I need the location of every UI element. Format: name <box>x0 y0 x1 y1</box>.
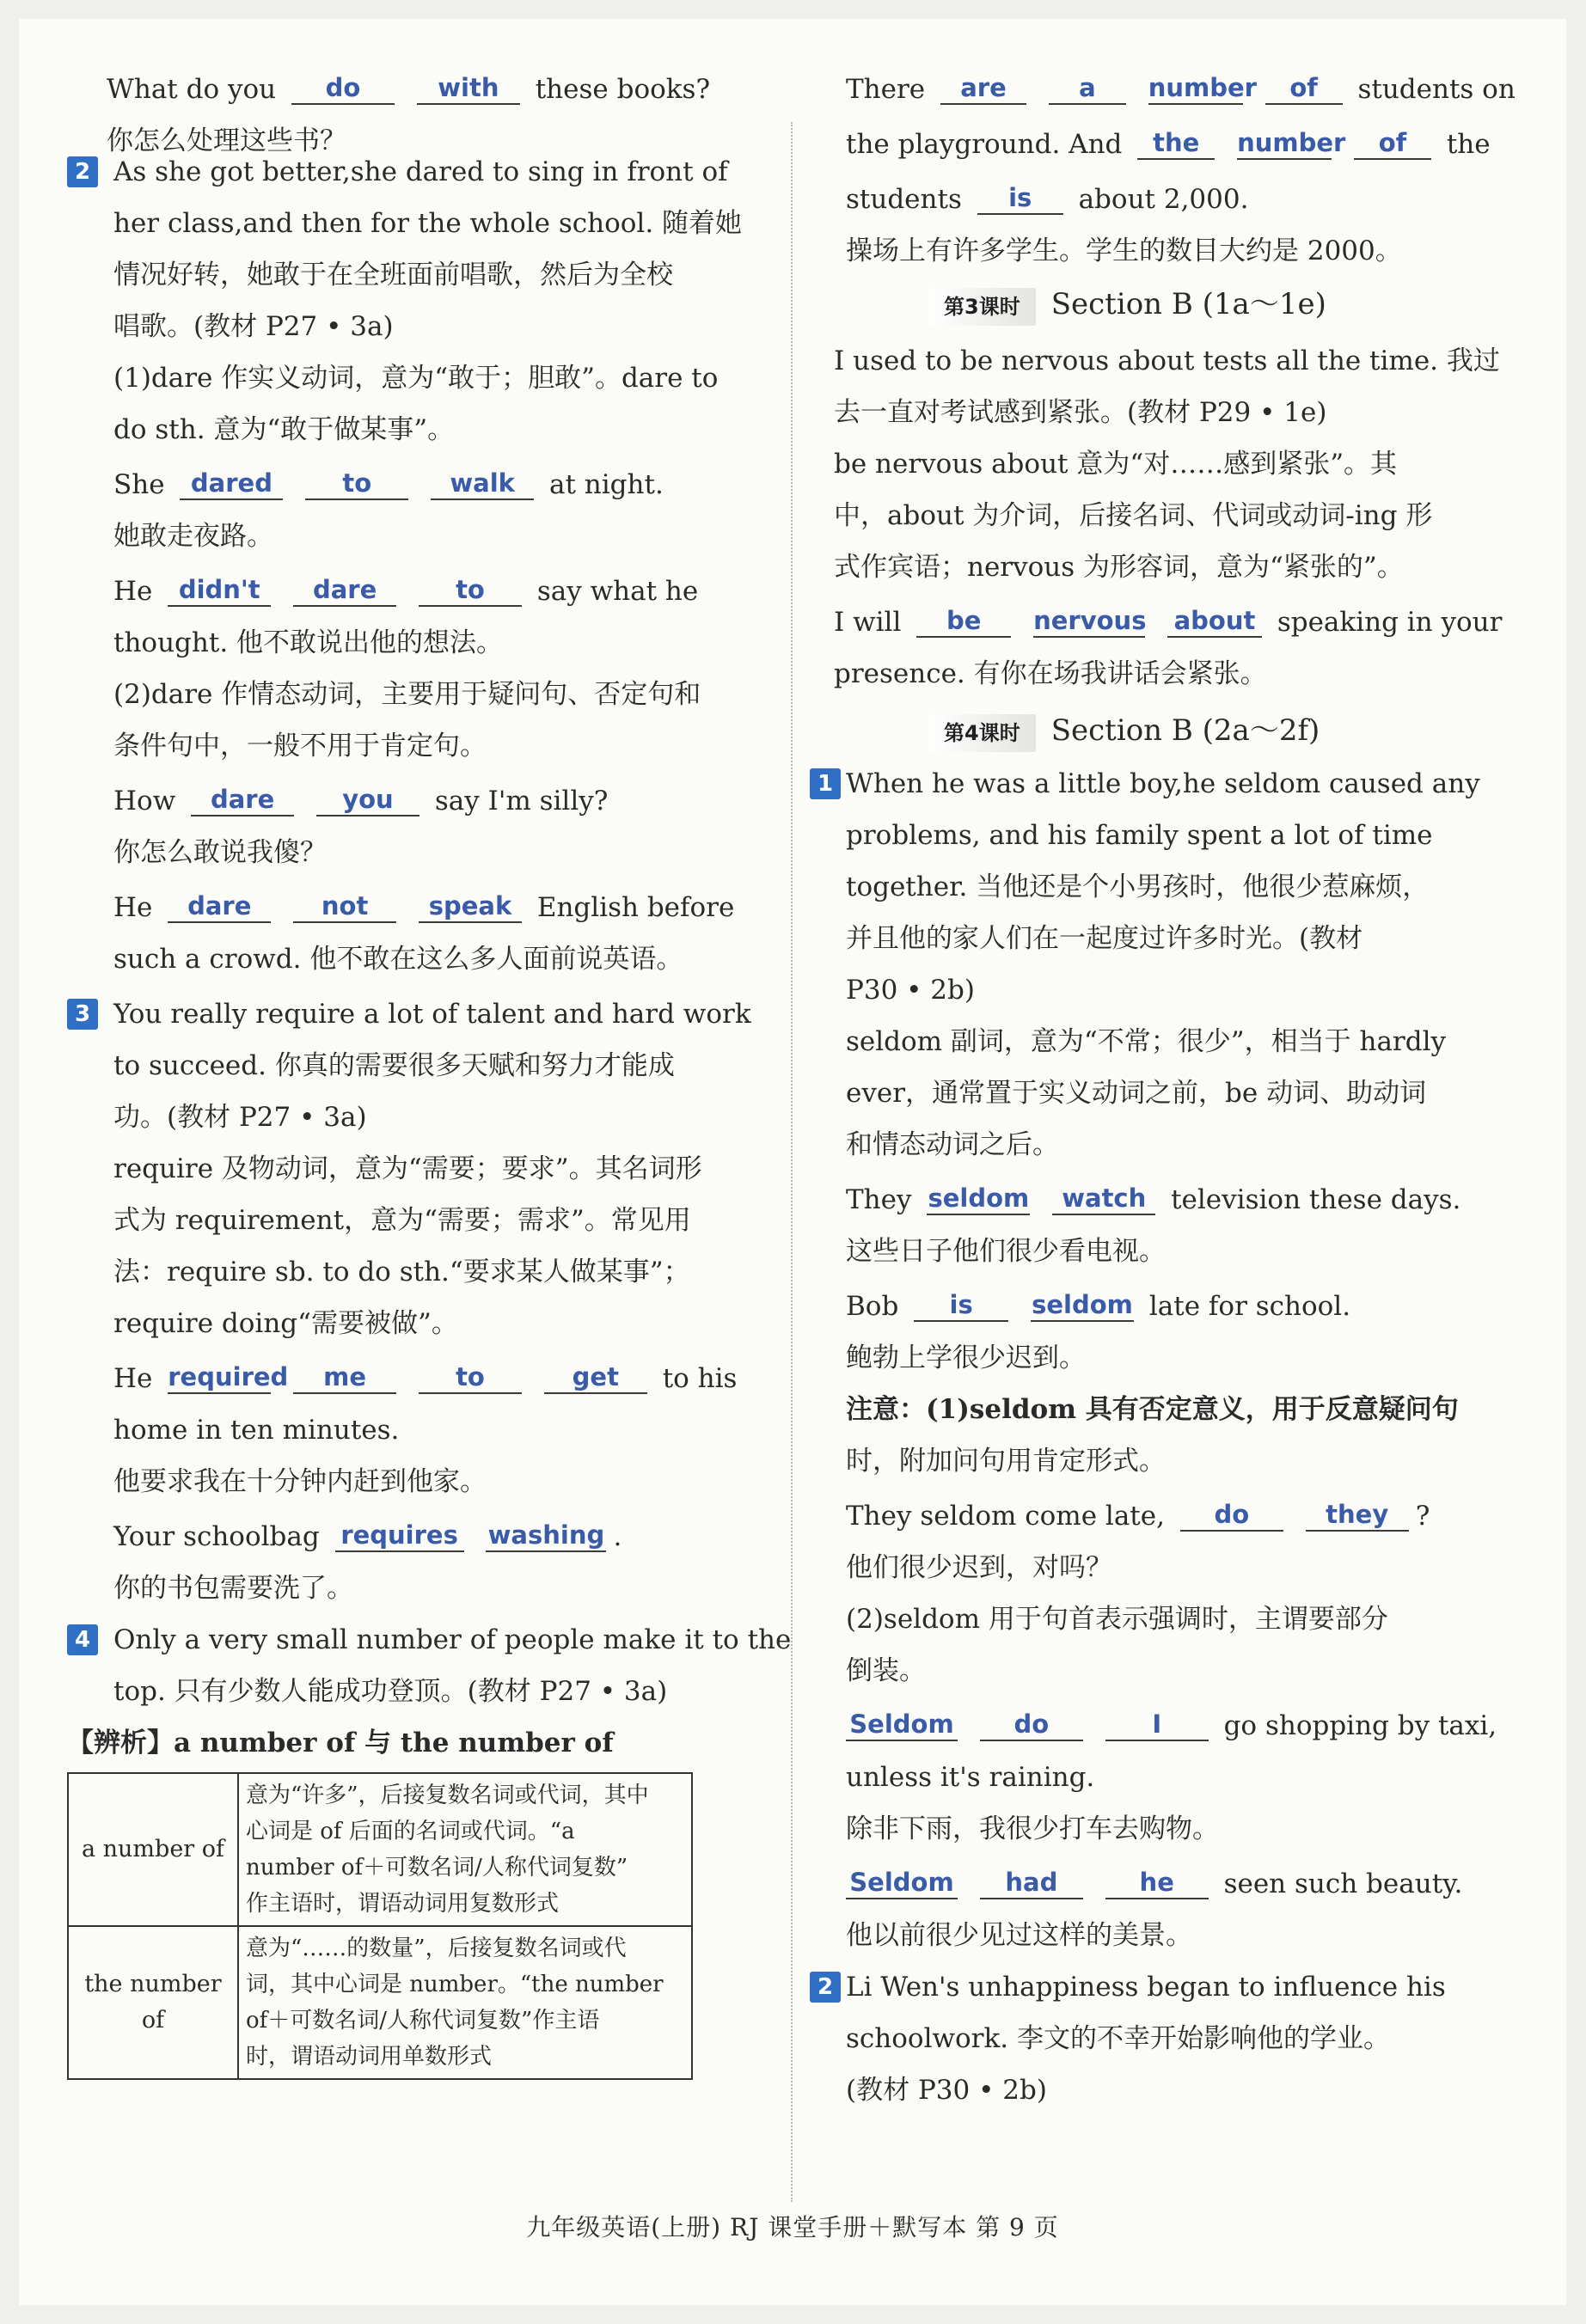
text: She <box>113 469 165 500</box>
answer-blank: seldom <box>1031 1289 1134 1322</box>
answer-blank: be <box>916 605 1011 638</box>
answer-blank: get <box>544 1361 647 1394</box>
sentence-line <box>846 1707 1497 1745</box>
answer-blank: walk <box>431 468 534 500</box>
answer-blank: of <box>1354 127 1431 160</box>
translation: 这些日子他们很少看电视。 <box>846 1236 1166 1267</box>
text: He <box>113 892 153 923</box>
answer-blank: watch <box>1052 1183 1155 1215</box>
answer-blank: speak <box>419 890 522 923</box>
sentence-line <box>846 1181 1460 1219</box>
text-line: 情况好转，她敢于在全班面前唱歌，然后为全校 <box>113 260 673 290</box>
table-row <box>68 1926 692 2079</box>
sentence-line <box>113 1360 737 1397</box>
text: say what he <box>536 576 699 607</box>
text: go shopping by taxi, <box>1223 1710 1497 1741</box>
sentence-line <box>107 70 710 108</box>
text: speaking in your <box>1277 607 1503 638</box>
text-line: (2)seldom 用于句首表示强调时，主谓要部分 <box>846 1604 1388 1635</box>
translation: such a crowd. 他不敢在这么多人面前说英语。 <box>113 944 683 975</box>
text-line: to succeed. 你真的需要很多天赋和努力才能成 <box>113 1050 675 1081</box>
table-value <box>238 1773 692 1926</box>
answer-blank: number <box>1237 127 1332 160</box>
table-key: a number of <box>68 1773 238 1926</box>
item-number: 2 <box>810 1972 841 2003</box>
text-line: unless it's raining. <box>846 1762 1095 1793</box>
text-line: (1)dare 作实义动词，意为“敢于；胆敢”。dare to <box>113 363 719 394</box>
text-line: 法：require sb. to do sth.“要求某人做某事”； <box>113 1257 690 1287</box>
answer-blank: not <box>293 890 396 923</box>
sentence-line <box>846 70 1516 108</box>
translation: 他们很少迟到，对吗？ <box>846 1552 1112 1583</box>
answer-blank: Seldom <box>846 1709 958 1741</box>
text-line: 时，附加问句用肯定形式。 <box>846 1446 1166 1477</box>
text-line: her class,and then for the whole school. 随着她 <box>113 208 743 239</box>
text-line: 去一直对考试感到紧张。(教材 P29 • 1e) <box>834 397 1327 428</box>
text: about 2,000. <box>1078 184 1249 215</box>
table-text: of＋可数名词/人称代词复数”作主语 <box>246 2008 600 2034</box>
text: these books? <box>535 74 711 105</box>
answer-blank: to <box>419 574 522 607</box>
sentence-line <box>834 603 1502 641</box>
translation: 你的书包需要洗了。 <box>113 1573 353 1604</box>
sentence-line <box>846 180 1248 218</box>
answer-blank: nervous <box>1033 605 1145 638</box>
text: ? <box>1415 1501 1430 1532</box>
text-line: be nervous about 意为“对……感到紧张”。其 <box>834 449 1398 480</box>
answer-blank: me <box>293 1361 396 1394</box>
text-line: 式作宾语；nervous 为形容词，意为“紧张的”。 <box>834 552 1404 583</box>
translation: 你怎么处理这些书？ <box>107 125 346 156</box>
text: He <box>113 1363 153 1394</box>
answer-blank: to <box>419 1361 522 1394</box>
answer-blank: dare <box>191 784 294 816</box>
translation: 他要求我在十分钟内赶到他家。 <box>113 1466 487 1497</box>
sentence-line <box>846 1497 1430 1535</box>
table-text: 心词是 of 后面的名词或代词。“a <box>246 1819 575 1844</box>
table-text: 意为“……的数量”，后接复数名词或代 <box>246 1936 627 1961</box>
table-text: 词，其中心词是 number。“the number <box>246 1972 664 1997</box>
analysis-heading: 【辨析】a number of 与 the number of <box>67 1728 614 1758</box>
text-line: I used to be nervous about tests all the time. 我过 <box>834 346 1500 376</box>
table-row <box>68 1773 692 1926</box>
text-line: do sth. 意为“敢于做某事”。 <box>113 414 455 445</box>
table-text: number of＋可数名词/人称代词复数” <box>246 1855 628 1881</box>
text-line: P30 • 2b) <box>846 975 975 1006</box>
section-heading <box>928 285 1326 326</box>
answer-blank: are <box>940 72 1026 105</box>
text-line: (2)dare 作情态动词，主要用于疑问句、否定句和 <box>113 679 701 710</box>
text-line: (教材 P30 • 2b) <box>846 2075 1047 2106</box>
text: seen such beauty. <box>1223 1868 1463 1899</box>
text-line: thought. 他不敢说出他的想法。 <box>113 627 504 658</box>
lesson-tag: 第4课时 <box>928 714 1036 752</box>
text: They <box>846 1184 912 1215</box>
item-number: 2 <box>67 156 98 187</box>
answer-blank: washing <box>486 1520 606 1552</box>
page <box>19 19 1566 2305</box>
answer-blank: do <box>1180 1499 1283 1532</box>
answer-blank: didn't <box>168 574 271 607</box>
text-line: problems, and his family spent a lot of time <box>846 820 1433 851</box>
sentence-line <box>846 1865 1462 1903</box>
text-line: 式为 requirement，意为“需要；需求”。常见用 <box>113 1205 691 1236</box>
translation: 你怎么敢说我傻？ <box>113 837 327 868</box>
text: What do you <box>107 74 277 105</box>
text: I will <box>834 607 902 638</box>
text-line: schoolwork. 李文的不幸开始影响他的学业。 <box>846 2023 1390 2054</box>
answer-blank: with <box>417 72 520 105</box>
translation: 他以前很少见过这样的美景。 <box>846 1920 1192 1951</box>
text-line: 唱歌。(教材 P27 • 3a) <box>113 311 394 342</box>
answer-blank: about <box>1167 605 1262 638</box>
answer-blank: is <box>914 1289 1008 1322</box>
translation: presence. 有你在场我讲话会紧张。 <box>834 658 1267 689</box>
answer-blank: dared <box>180 468 283 500</box>
sentence-line <box>113 782 608 820</box>
sentence-line <box>113 466 664 504</box>
answer-blank: dare <box>293 574 396 607</box>
answer-blank: had <box>980 1867 1083 1899</box>
answer-blank: requires <box>335 1520 464 1552</box>
sentence-line <box>846 1287 1350 1325</box>
note-line: 注意：(1)seldom 具有否定意义，用于反意疑问句 <box>846 1394 1459 1425</box>
translation: 她敢走夜路。 <box>113 521 273 552</box>
text: say I'm silly? <box>434 786 609 816</box>
item-number: 3 <box>67 999 98 1030</box>
text: at night. <box>549 469 664 500</box>
item-number: 4 <box>67 1624 98 1655</box>
text-line: together. 当他还是个小男孩时，他很少惹麻烦， <box>846 872 1430 902</box>
text-line: Li Wen's unhappiness began to influence his <box>846 1972 1446 2003</box>
text-line: require 及物动词，意为“需要；要求”。其名词形 <box>113 1153 702 1184</box>
section-title: Section B (2a～2f) <box>1050 713 1320 748</box>
table-value <box>238 1926 692 2079</box>
answer-blank: a <box>1049 72 1126 105</box>
text: students <box>846 184 962 215</box>
comparison-table <box>67 1772 693 2080</box>
table-text: 时，谓语动词用单数形式 <box>246 2044 493 2070</box>
table-text: 意为“许多”，后接复数名词或代词，其中 <box>246 1783 649 1808</box>
text: late for school. <box>1148 1291 1351 1322</box>
sentence-line <box>113 1518 622 1556</box>
translation: 鲍勃上学很少迟到。 <box>846 1342 1086 1373</box>
answer-blank: they <box>1306 1499 1409 1532</box>
text: the <box>1446 129 1491 160</box>
text-line: require doing“需要被做”。 <box>113 1308 458 1339</box>
text: Your schoolbag <box>113 1521 320 1552</box>
text-line: 和情态动词之后。 <box>846 1129 1059 1160</box>
sentence-line <box>113 889 734 927</box>
text: the playground. And <box>846 129 1123 160</box>
text-line: home in ten minutes. <box>113 1415 400 1446</box>
page-footer: 九年级英语(上册) RJ 课堂手册＋默写本 第 9 页 <box>526 2213 1059 2241</box>
answer-blank: of <box>1265 72 1343 105</box>
table-key: the number of <box>68 1926 238 2079</box>
text: How <box>113 786 176 816</box>
section-title: Section B (1a～1e) <box>1050 287 1326 321</box>
text-line: ever，通常置于实义动词之前，be 动词、助动词 <box>846 1078 1427 1109</box>
text-line: 条件句中，一般不用于肯定句。 <box>113 731 487 761</box>
answer-blank: the <box>1137 127 1215 160</box>
text-line: Only a very small number of people make it to the <box>113 1624 792 1655</box>
answer-blank: number <box>1148 72 1243 105</box>
text: to his <box>662 1363 738 1394</box>
section-heading <box>928 712 1320 752</box>
text-line: 倒装。 <box>846 1655 926 1686</box>
text: English before <box>536 892 735 923</box>
text: students on <box>1357 74 1516 105</box>
text-line: 功。(教材 P27 • 3a) <box>113 1102 367 1133</box>
text-line: When he was a little boy,he seldom caused any <box>846 768 1480 799</box>
answer-blank: is <box>977 182 1063 215</box>
lesson-tag: 第3课时 <box>928 288 1036 326</box>
column-divider <box>791 122 793 2202</box>
table-text: 作主语时，谓语动词用复数形式 <box>246 1891 560 1917</box>
text: He <box>113 576 153 607</box>
text-line: 中，about 为介词，后接名词、代词或动词-ing 形 <box>834 500 1433 531</box>
text: They seldom come late, <box>846 1501 1165 1532</box>
text-line: As she got better,she dared to sing in front of <box>113 156 728 187</box>
sentence-line <box>846 125 1491 163</box>
answer-blank: required <box>168 1361 271 1394</box>
text-line: You really require a lot of talent and hard work <box>113 999 751 1030</box>
text-line: top. 只有少数人能成功登顶。(教材 P27 • 3a) <box>113 1676 668 1707</box>
item-number: 1 <box>810 768 841 799</box>
translation: 操场上有许多学生。学生的数目大约是 2000。 <box>846 235 1402 266</box>
answer-blank: he <box>1105 1867 1209 1899</box>
text: . <box>613 1521 622 1552</box>
answer-blank: Seldom <box>846 1867 958 1899</box>
text-line: seldom 副词，意为“不常；很少”，相当于 hardly <box>846 1026 1447 1057</box>
text: television these days. <box>1171 1184 1461 1215</box>
text: There <box>846 74 926 105</box>
answer-blank: do <box>291 72 395 105</box>
sentence-line <box>113 572 698 610</box>
translation: 除非下雨，我很少打车去购物。 <box>846 1813 1219 1844</box>
answer-blank: you <box>316 784 419 816</box>
answer-blank: to <box>305 468 408 500</box>
text: Bob <box>846 1291 899 1322</box>
answer-blank: do <box>980 1709 1083 1741</box>
answer-blank: I <box>1105 1709 1209 1741</box>
answer-blank: dare <box>168 890 271 923</box>
text-line: 并且他的家人们在一起度过许多时光。(教材 <box>846 923 1363 954</box>
answer-blank: seldom <box>927 1183 1030 1215</box>
